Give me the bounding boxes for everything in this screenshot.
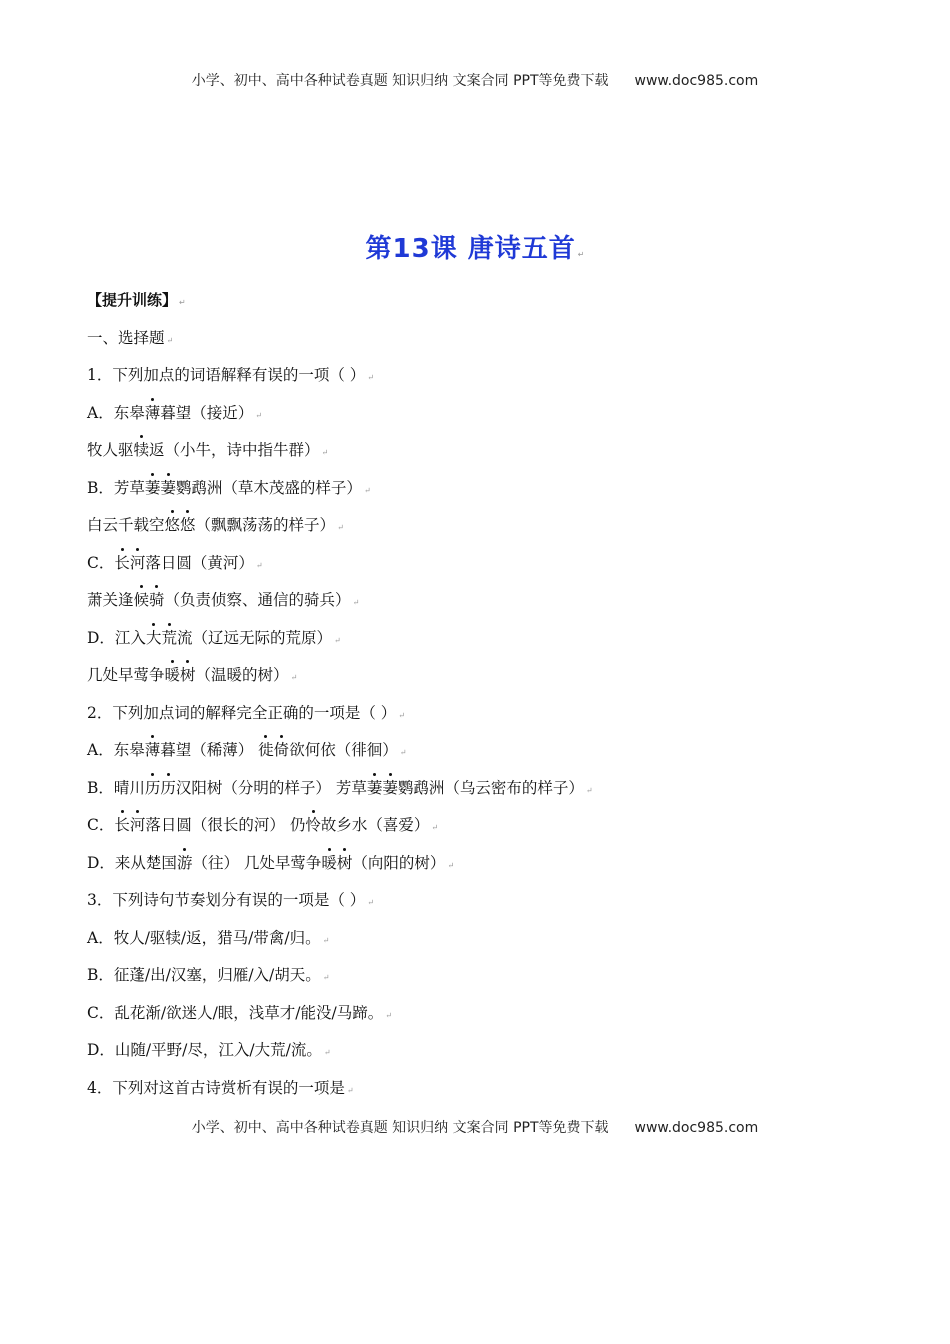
line-text: 落日圆（很长的河） 仍 (145, 816, 306, 834)
dotted-term (165, 516, 196, 534)
question-line: C．乱花渐/欲迷人/眼，浅草才/能没/马蹄。 ↵ (87, 1003, 392, 1022)
question-line: D．山随/平野/尽，江入/大荒/流。 ↵ (87, 1041, 331, 1059)
line-text: 汉阳树（分明的样子） 芳草 (175, 778, 367, 797)
question-line: D．江入大荒流（辽远无际的荒原） ↵ (87, 626, 867, 664)
line-text: （往） 几处早莺争 (192, 853, 322, 872)
emphasis-dotted-char: 萋 (382, 776, 398, 800)
question-line: C．长河落日圆（很长的河） 仍怜故乡水（喜爱） ↵ (87, 813, 867, 851)
emphasis-dotted-char: 历 (160, 776, 176, 800)
line-text: 白云千载空 (87, 516, 165, 534)
emphasis-dotted-char: 历 (145, 776, 161, 800)
line-text: 1．下列加点的词语解释有误的一项（ ） (87, 366, 366, 384)
emphasis-dotted-char: 荒 (161, 626, 177, 650)
line-text: 暮望（接近） (160, 403, 254, 422)
footer-text: 小学、初中、高中各种试卷真题 知识归纳 文案合同 PPT等免费下载 (191, 1120, 609, 1136)
question-line: B．征蓬/出/汉塞，归雁/入/胡天。 ↵ (87, 966, 330, 984)
dotted-term (114, 554, 145, 572)
question-line: B．晴川历历汉阳树（分明的样子） 芳草萋萋鹦鹉洲（乌云密布的样子） ↵ (87, 776, 867, 814)
emphasis-dotted-char: 河 (130, 813, 146, 837)
dotted-term (367, 779, 398, 797)
dotted-term (146, 629, 177, 647)
emphasis-dotted-char: 倚 (274, 738, 290, 762)
line-text: 故乡水（喜爱） (320, 816, 430, 834)
header-site-link[interactable]: www.doc985.com (634, 73, 759, 89)
emphasis-dotted-char: 徙 (258, 738, 274, 762)
line-text: B．晴川 (87, 778, 145, 797)
question-line: A．东皋薄暮望（稀薄） 徙倚欲何依（徘徊） ↵ (87, 738, 867, 776)
line-text: A．东皋 (87, 403, 145, 422)
emphasis-dotted-char: 萋 (145, 476, 161, 500)
emphasis-dotted-char: 长 (114, 813, 130, 837)
header-text: 小学、初中、高中各种试卷真题 知识归纳 文案合同 PPT等免费下载 (191, 73, 609, 89)
dotted-term (258, 741, 289, 759)
line-text: （负责侦察、通信的骑兵） (164, 591, 351, 609)
line-text: C． (87, 816, 115, 834)
footer-site-link[interactable]: www.doc985.com (634, 1120, 759, 1136)
question-line: B．芳草萋萋鹦鹉洲（草木茂盛的样子） ↵ (87, 476, 867, 514)
question-line: C．长河落日圆（黄河） ↵ (87, 551, 867, 589)
line-text: 3．下列诗句节奏划分有误的一项是（ ） (87, 891, 366, 909)
emphasis-dotted-char: 游 (177, 851, 193, 875)
dotted-term (145, 779, 176, 797)
question-line: 1．下列加点的词语解释有误的一项（ ） ↵ (87, 366, 374, 384)
line-text: D．山随/平野/尽，江入/大荒/流。 (87, 1041, 322, 1059)
line-text: 萧关逢 (87, 591, 134, 609)
question-line: 萧关逢候骑（负责侦察、通信的骑兵） ↵ (87, 588, 867, 626)
line-text: D．江入 (87, 628, 146, 647)
question-line: A．牧人/驱犊/返，猎马/带禽/归。 ↵ (87, 928, 330, 947)
page-footer (0, 1117, 950, 1137)
dotted-term (145, 404, 161, 422)
emphasis-dotted-char: 悠 (180, 513, 196, 537)
emphasis-dotted-char: 河 (130, 551, 146, 575)
dotted-term (114, 816, 145, 834)
emphasis-dotted-char: 怜 (305, 813, 321, 837)
line-text: B．征蓬/出/汉塞，归雁/入/胡天。 (87, 966, 321, 984)
question-line: A．东皋薄暮望（接近） ↵ (87, 401, 867, 439)
emphasis-dotted-char: 薄 (145, 738, 161, 762)
dotted-term (145, 741, 161, 759)
dotted-term (145, 479, 176, 497)
line-text: （飘飘荡荡的样子） (195, 516, 336, 534)
page-header (0, 70, 950, 90)
line-text: 鹦鹉洲（乌云密布的样子） (397, 778, 584, 797)
line-text: C．乱花渐/欲迷人/眼，浅草才/能没/马蹄。 (87, 1003, 384, 1022)
line-text: 几处早莺争 (87, 666, 165, 684)
line-text: 鹦鹉洲（草木茂盛的样子） (175, 478, 362, 497)
line-text: C． (87, 553, 115, 572)
line-text: （温暖的树） (195, 666, 289, 684)
dotted-term (134, 591, 165, 609)
line-text: 牧人驱 (87, 441, 134, 459)
page-title: 第13课 唐诗五首 ↵ (365, 234, 585, 264)
dotted-term (134, 441, 150, 459)
emphasis-dotted-char: 候 (134, 588, 150, 612)
emphasis-dotted-char: 长 (114, 551, 130, 575)
line-text: A．东皋 (87, 741, 145, 759)
emphasis-dotted-char: 萋 (160, 476, 176, 500)
emphasis-dotted-char: 大 (146, 626, 162, 650)
dotted-term (177, 854, 193, 872)
part-label: 一、选择题 ↵ (87, 328, 174, 347)
emphasis-dotted-char: 骑 (149, 588, 165, 612)
emphasis-dotted-char: 萋 (367, 776, 383, 800)
dotted-term (165, 666, 196, 684)
emphasis-dotted-char: 树 (180, 663, 196, 687)
question-line: 几处早莺争暖树（温暖的树） ↵ (87, 663, 867, 701)
question-line: D．来从楚国游（往） 几处早莺争暖树（向阳的树） ↵ (87, 851, 867, 889)
line-text: 2．下列加点词的解释完全正确的一项是（ ） (87, 703, 397, 722)
line-text: 暮望（稀薄） (160, 741, 259, 759)
question-line: 3．下列诗句节奏划分有误的一项是（ ） ↵ (87, 891, 374, 909)
line-text: 4．下列对这首古诗赏析有误的一项是 (87, 1078, 345, 1097)
line-text: （向阳的树） (352, 853, 446, 872)
emphasis-dotted-char: 树 (337, 851, 353, 875)
emphasis-dotted-char: 薄 (145, 401, 161, 425)
question-line: 牧人驱犊返（小牛，诗中指牛群） ↵ (87, 438, 867, 476)
question-line: 4．下列对这首古诗赏析有误的一项是 ↵ (87, 1078, 354, 1097)
dotted-term (321, 854, 352, 872)
line-text: B．芳草 (87, 478, 145, 497)
line-text: 落日圆（黄河） (145, 553, 254, 572)
question-line: 2．下列加点词的解释完全正确的一项是（ ） ↵ (87, 703, 405, 722)
emphasis-dotted-char: 悠 (165, 513, 181, 537)
line-text: A．牧人/驱犊/返，猎马/带禽/归。 (87, 928, 321, 947)
question-lines (87, 363, 867, 1113)
section-label: 【提升训练】 ↵ (87, 291, 186, 309)
exercise-content (87, 288, 867, 1113)
question-line: 白云千载空悠悠（飘飘荡荡的样子） ↵ (87, 513, 867, 551)
emphasis-dotted-char: 犊 (134, 438, 150, 462)
emphasis-dotted-char: 暖 (321, 851, 337, 875)
line-text: 返（小牛，诗中指牛群） (149, 441, 320, 459)
dotted-term (305, 816, 321, 834)
line-text: D．来从楚国 (87, 853, 177, 872)
line-text: 欲何依（徘徊） (289, 741, 398, 759)
emphasis-dotted-char: 暖 (165, 663, 181, 687)
line-text: 流（辽远无际的荒原） (176, 628, 332, 647)
